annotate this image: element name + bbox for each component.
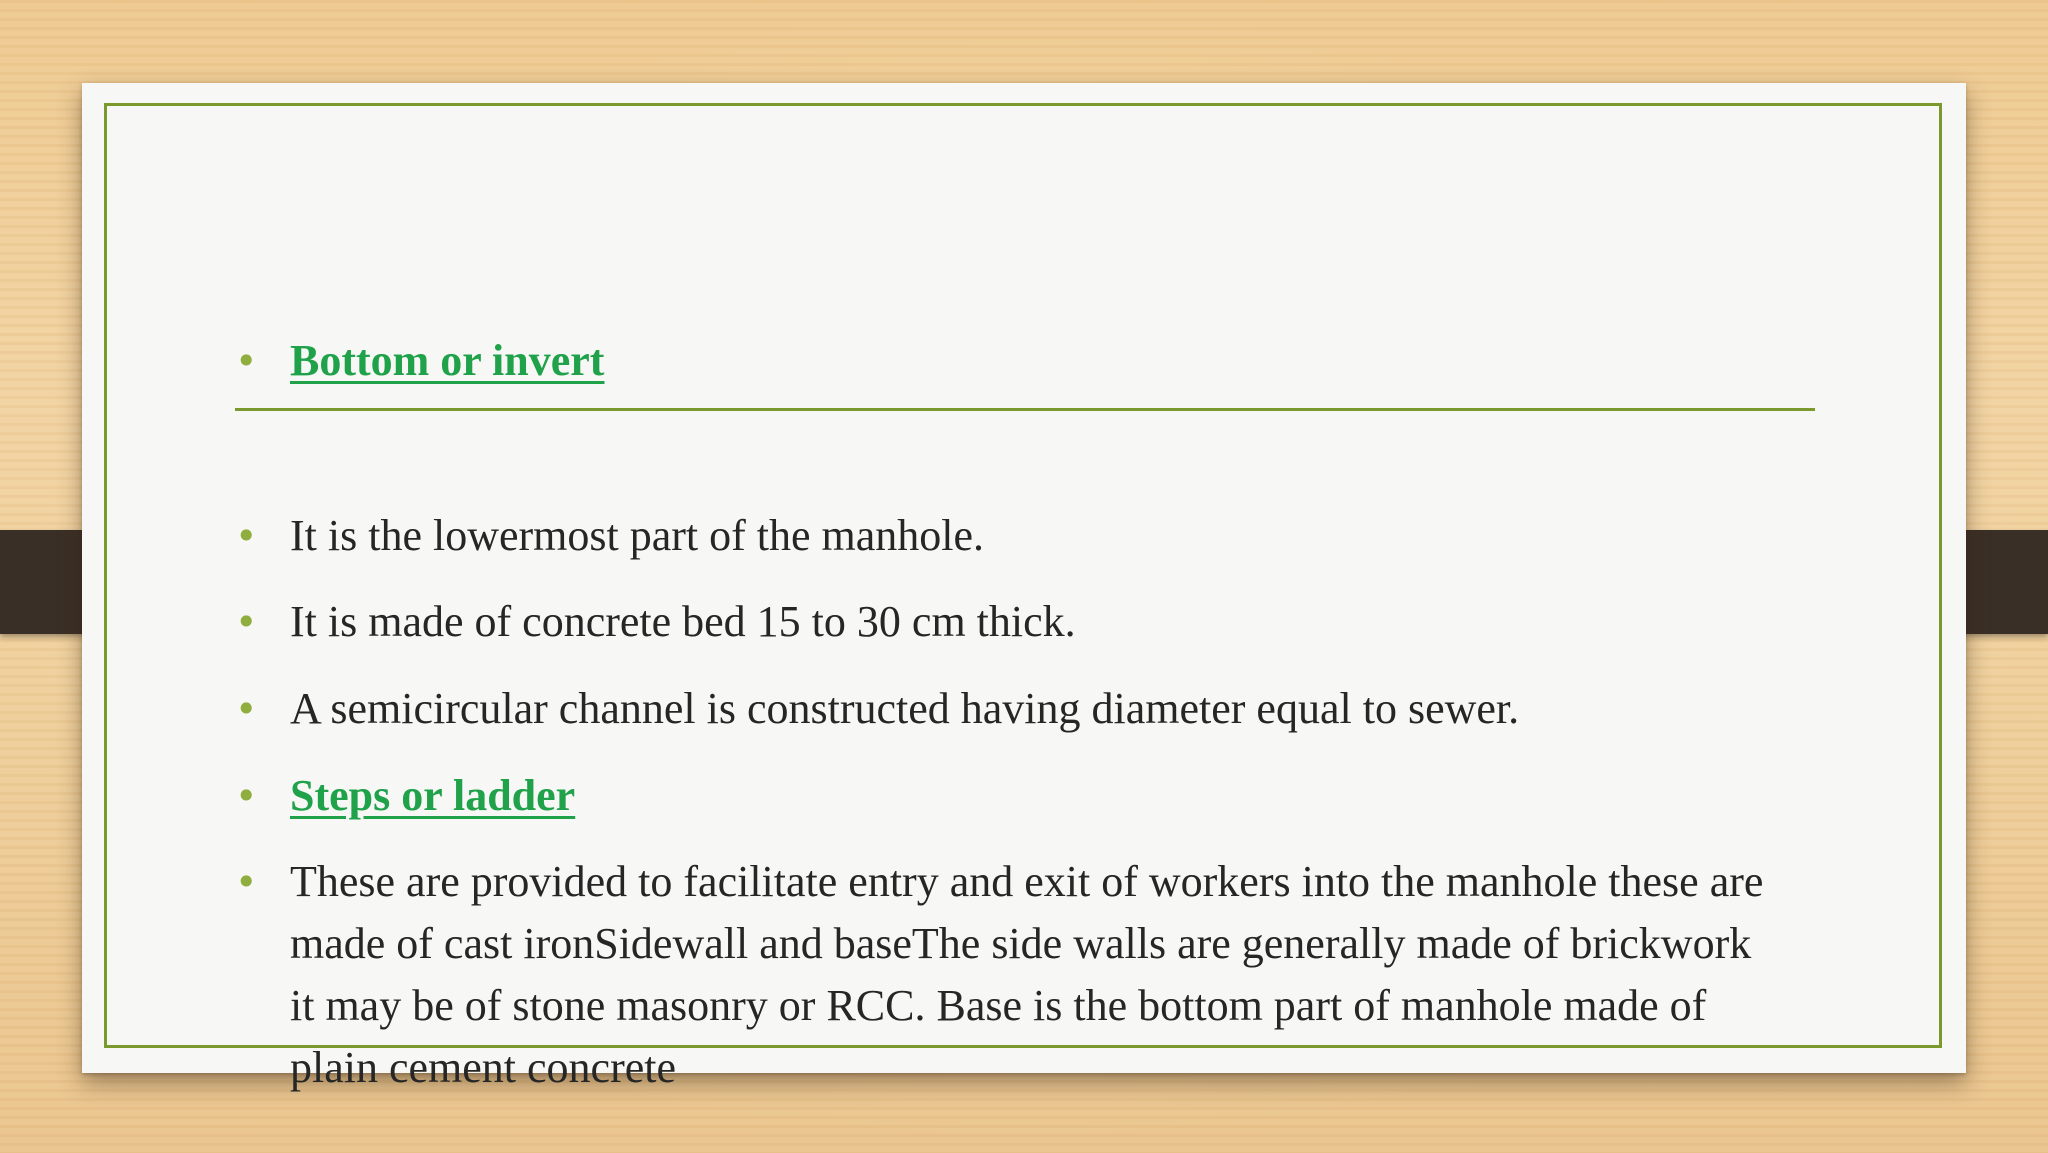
bullet-icon: • bbox=[235, 514, 258, 558]
bullet-icon: • bbox=[235, 860, 258, 904]
bullet-item-heading-steps bbox=[235, 765, 1815, 827]
bullet-icon: • bbox=[235, 339, 258, 383]
bullet-text: It is the lowermost part of the manhole. bbox=[290, 511, 985, 560]
bullet-item-heading-bottom bbox=[235, 330, 1815, 392]
bullet-icon: • bbox=[235, 687, 258, 731]
bullet-text: A semicircular channel is constructed having diameter equal to sewer. bbox=[290, 684, 1520, 733]
section-heading-steps-or-ladder: Steps or ladder bbox=[290, 771, 576, 820]
bullet-paragraph-text: These are provided to facilitate entry and exit of workers into the manhole these are made of cast ironSidewall and baseThe side walls are generally made of brickwork it may be of stone masonry or RCC. Base is the bottom part of manhole made of plain cement concrete bbox=[290, 857, 1764, 1092]
bullet-item bbox=[235, 591, 1815, 653]
bullet-list bbox=[82, 83, 1966, 1092]
section-heading-bottom-or-invert: Bottom or invert bbox=[290, 336, 605, 385]
bullet-item bbox=[235, 678, 1815, 740]
slide-card bbox=[82, 83, 1966, 1092]
bullet-icon: • bbox=[235, 600, 258, 644]
bullet-item-paragraph bbox=[235, 851, 1815, 1099]
bullet-text: It is made of concrete bed 15 to 30 cm thick. bbox=[290, 597, 1076, 646]
bullet-item bbox=[235, 505, 1815, 567]
bullet-icon: • bbox=[235, 774, 258, 818]
